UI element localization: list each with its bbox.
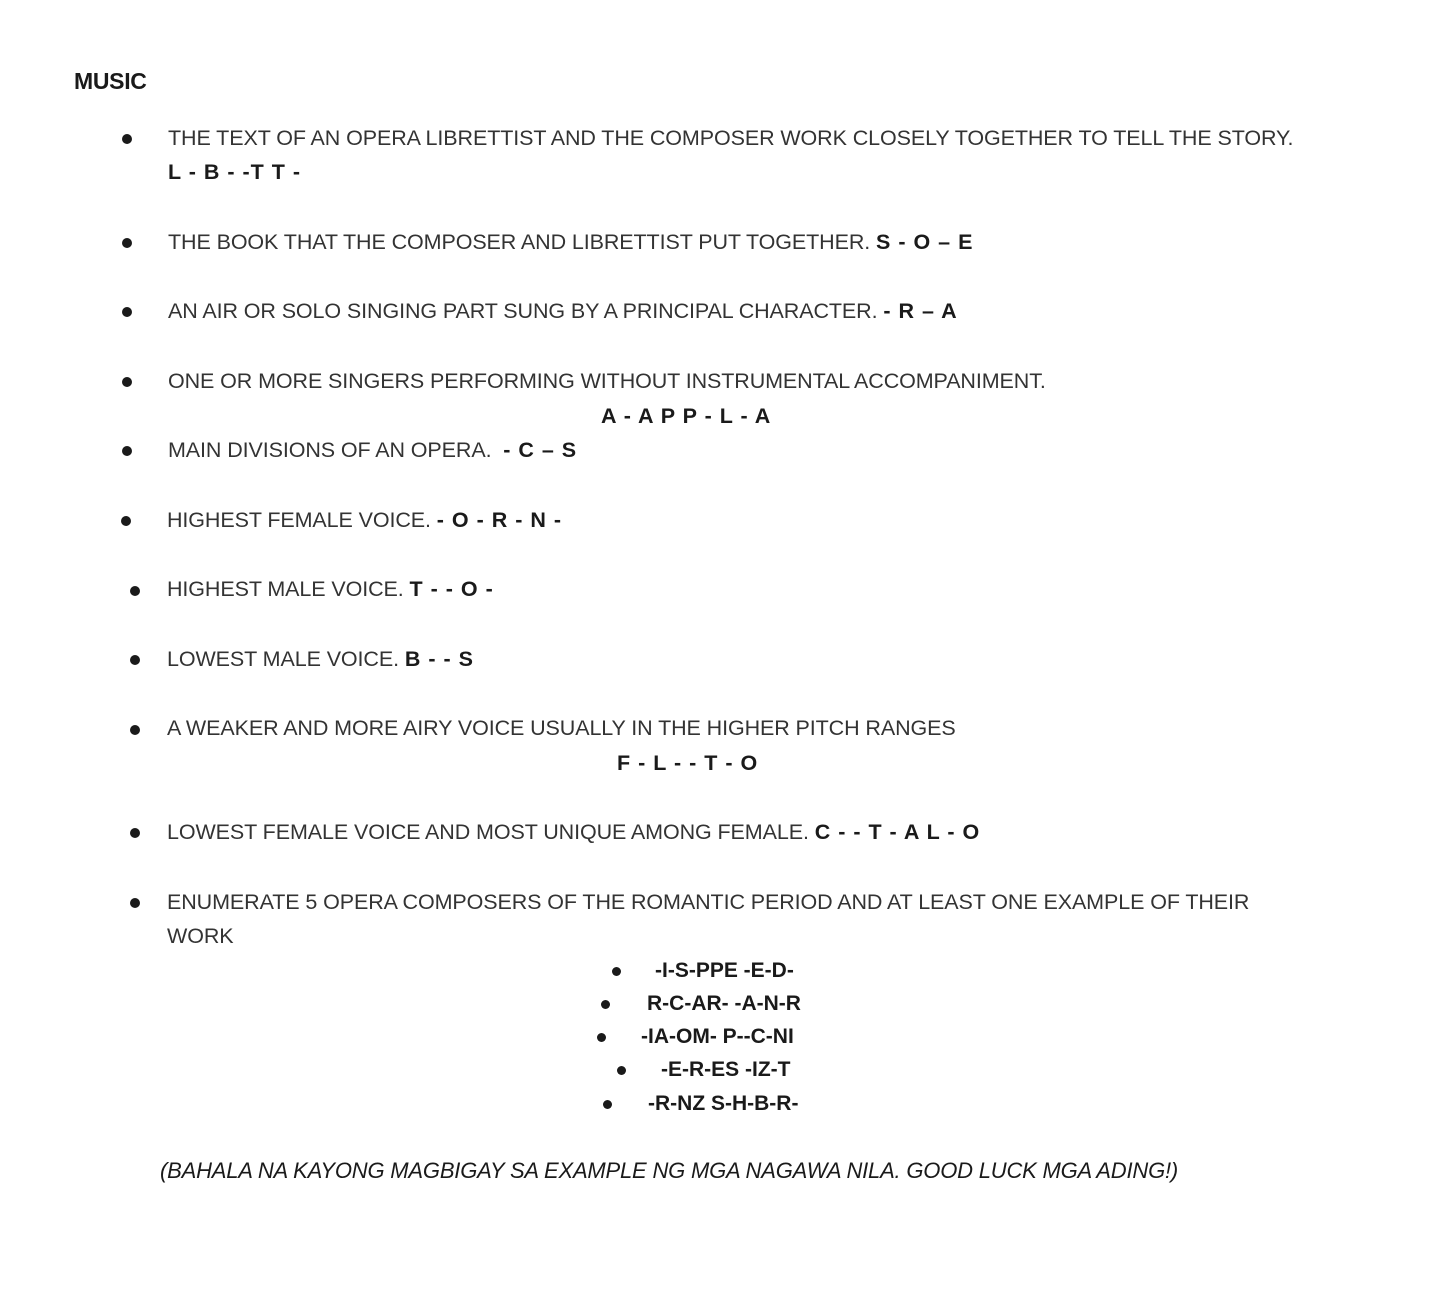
- sub-bullet-icon: [617, 1066, 626, 1075]
- sub-bullet-icon: [597, 1033, 606, 1042]
- bullet-icon: [122, 377, 132, 387]
- sub-bullet-icon: [601, 1000, 610, 1009]
- item-7: [167, 577, 494, 602]
- answer-1: L - B - -T T -: [168, 160, 302, 184]
- sub-bullet-icon: [612, 967, 621, 976]
- question-11-line-1: ENUMERATE 5 OPERA COMPOSERS OF THE ROMANTIC PERIOD AND AT LEAST ONE EXAMPLE OF THEIR: [167, 890, 1250, 914]
- bullet-icon: [121, 516, 131, 526]
- bullet-icon: [130, 586, 140, 596]
- question-2: THE BOOK THAT THE COMPOSER AND LIBRETTIST PUT TOGETHER.: [168, 230, 871, 254]
- answer-7: T - - O -: [409, 577, 494, 601]
- composer-4: -E-R-ES -IZ-T: [661, 1058, 791, 1081]
- item-8: [167, 647, 474, 672]
- bullet-icon: [130, 828, 140, 838]
- answer-8: B - - S: [404, 647, 474, 671]
- answer-4: A - A P P - L - A: [601, 404, 772, 428]
- question-6: HIGHEST FEMALE VOICE.: [167, 508, 431, 532]
- bullet-icon: [130, 655, 140, 665]
- answer-10: C - - T - A L - O: [814, 820, 981, 844]
- answer-5: - C – S: [503, 438, 578, 462]
- answer-3: - R – A: [883, 299, 958, 323]
- answer-9: F - L - - T - O: [617, 751, 759, 775]
- question-11-line-2: WORK: [167, 924, 234, 948]
- item-6: [167, 508, 562, 533]
- bullet-icon: [122, 134, 132, 144]
- sub-bullet-icon: [603, 1100, 612, 1109]
- answer-6: - O - R - N -: [436, 508, 563, 532]
- question-9: A WEAKER AND MORE AIRY VOICE USUALLY IN THE HIGHER PITCH RANGES: [167, 716, 956, 740]
- question-3: AN AIR OR SOLO SINGING PART SUNG BY A PRINCIPAL CHARACTER.: [168, 299, 878, 323]
- item-5: [168, 438, 577, 463]
- closing-note: (BAHALA NA KAYONG MAGBIGAY SA EXAMPLE NG MGA NAGAWA NILA. GOOD LUCK MGA ADING!): [160, 1158, 1179, 1183]
- item-3: [168, 299, 958, 324]
- composer-2: R-C-AR- -A-N-R: [647, 992, 801, 1015]
- question-1: THE TEXT OF AN OPERA LIBRETTIST AND THE COMPOSER WORK CLOSELY TOGETHER TO TELL THE STORY.: [168, 126, 1294, 150]
- bullet-icon: [122, 307, 132, 317]
- bullet-icon: [130, 898, 140, 908]
- answer-2: S - O – E: [876, 230, 974, 254]
- item-10: [167, 820, 980, 845]
- page-title: MUSIC: [74, 68, 147, 94]
- composer-5: -R-NZ S-H-B-R-: [648, 1092, 799, 1115]
- question-4: ONE OR MORE SINGERS PERFORMING WITHOUT INSTRUMENTAL ACCOMPANIMENT.: [168, 369, 1046, 393]
- item-2: [168, 230, 973, 255]
- question-10: LOWEST FEMALE VOICE AND MOST UNIQUE AMONG FEMALE.: [167, 820, 809, 844]
- bullet-icon: [122, 238, 132, 248]
- question-5: MAIN DIVISIONS OF AN OPERA.: [168, 438, 492, 462]
- question-8: LOWEST MALE VOICE.: [167, 647, 399, 671]
- bullet-icon: [130, 725, 140, 735]
- question-7: HIGHEST MALE VOICE.: [167, 577, 404, 601]
- bullet-icon: [122, 446, 132, 456]
- composer-1: -I-S-PPE -E-D-: [655, 959, 794, 982]
- composer-3: -IA-OM- P--C-NI: [641, 1025, 794, 1048]
